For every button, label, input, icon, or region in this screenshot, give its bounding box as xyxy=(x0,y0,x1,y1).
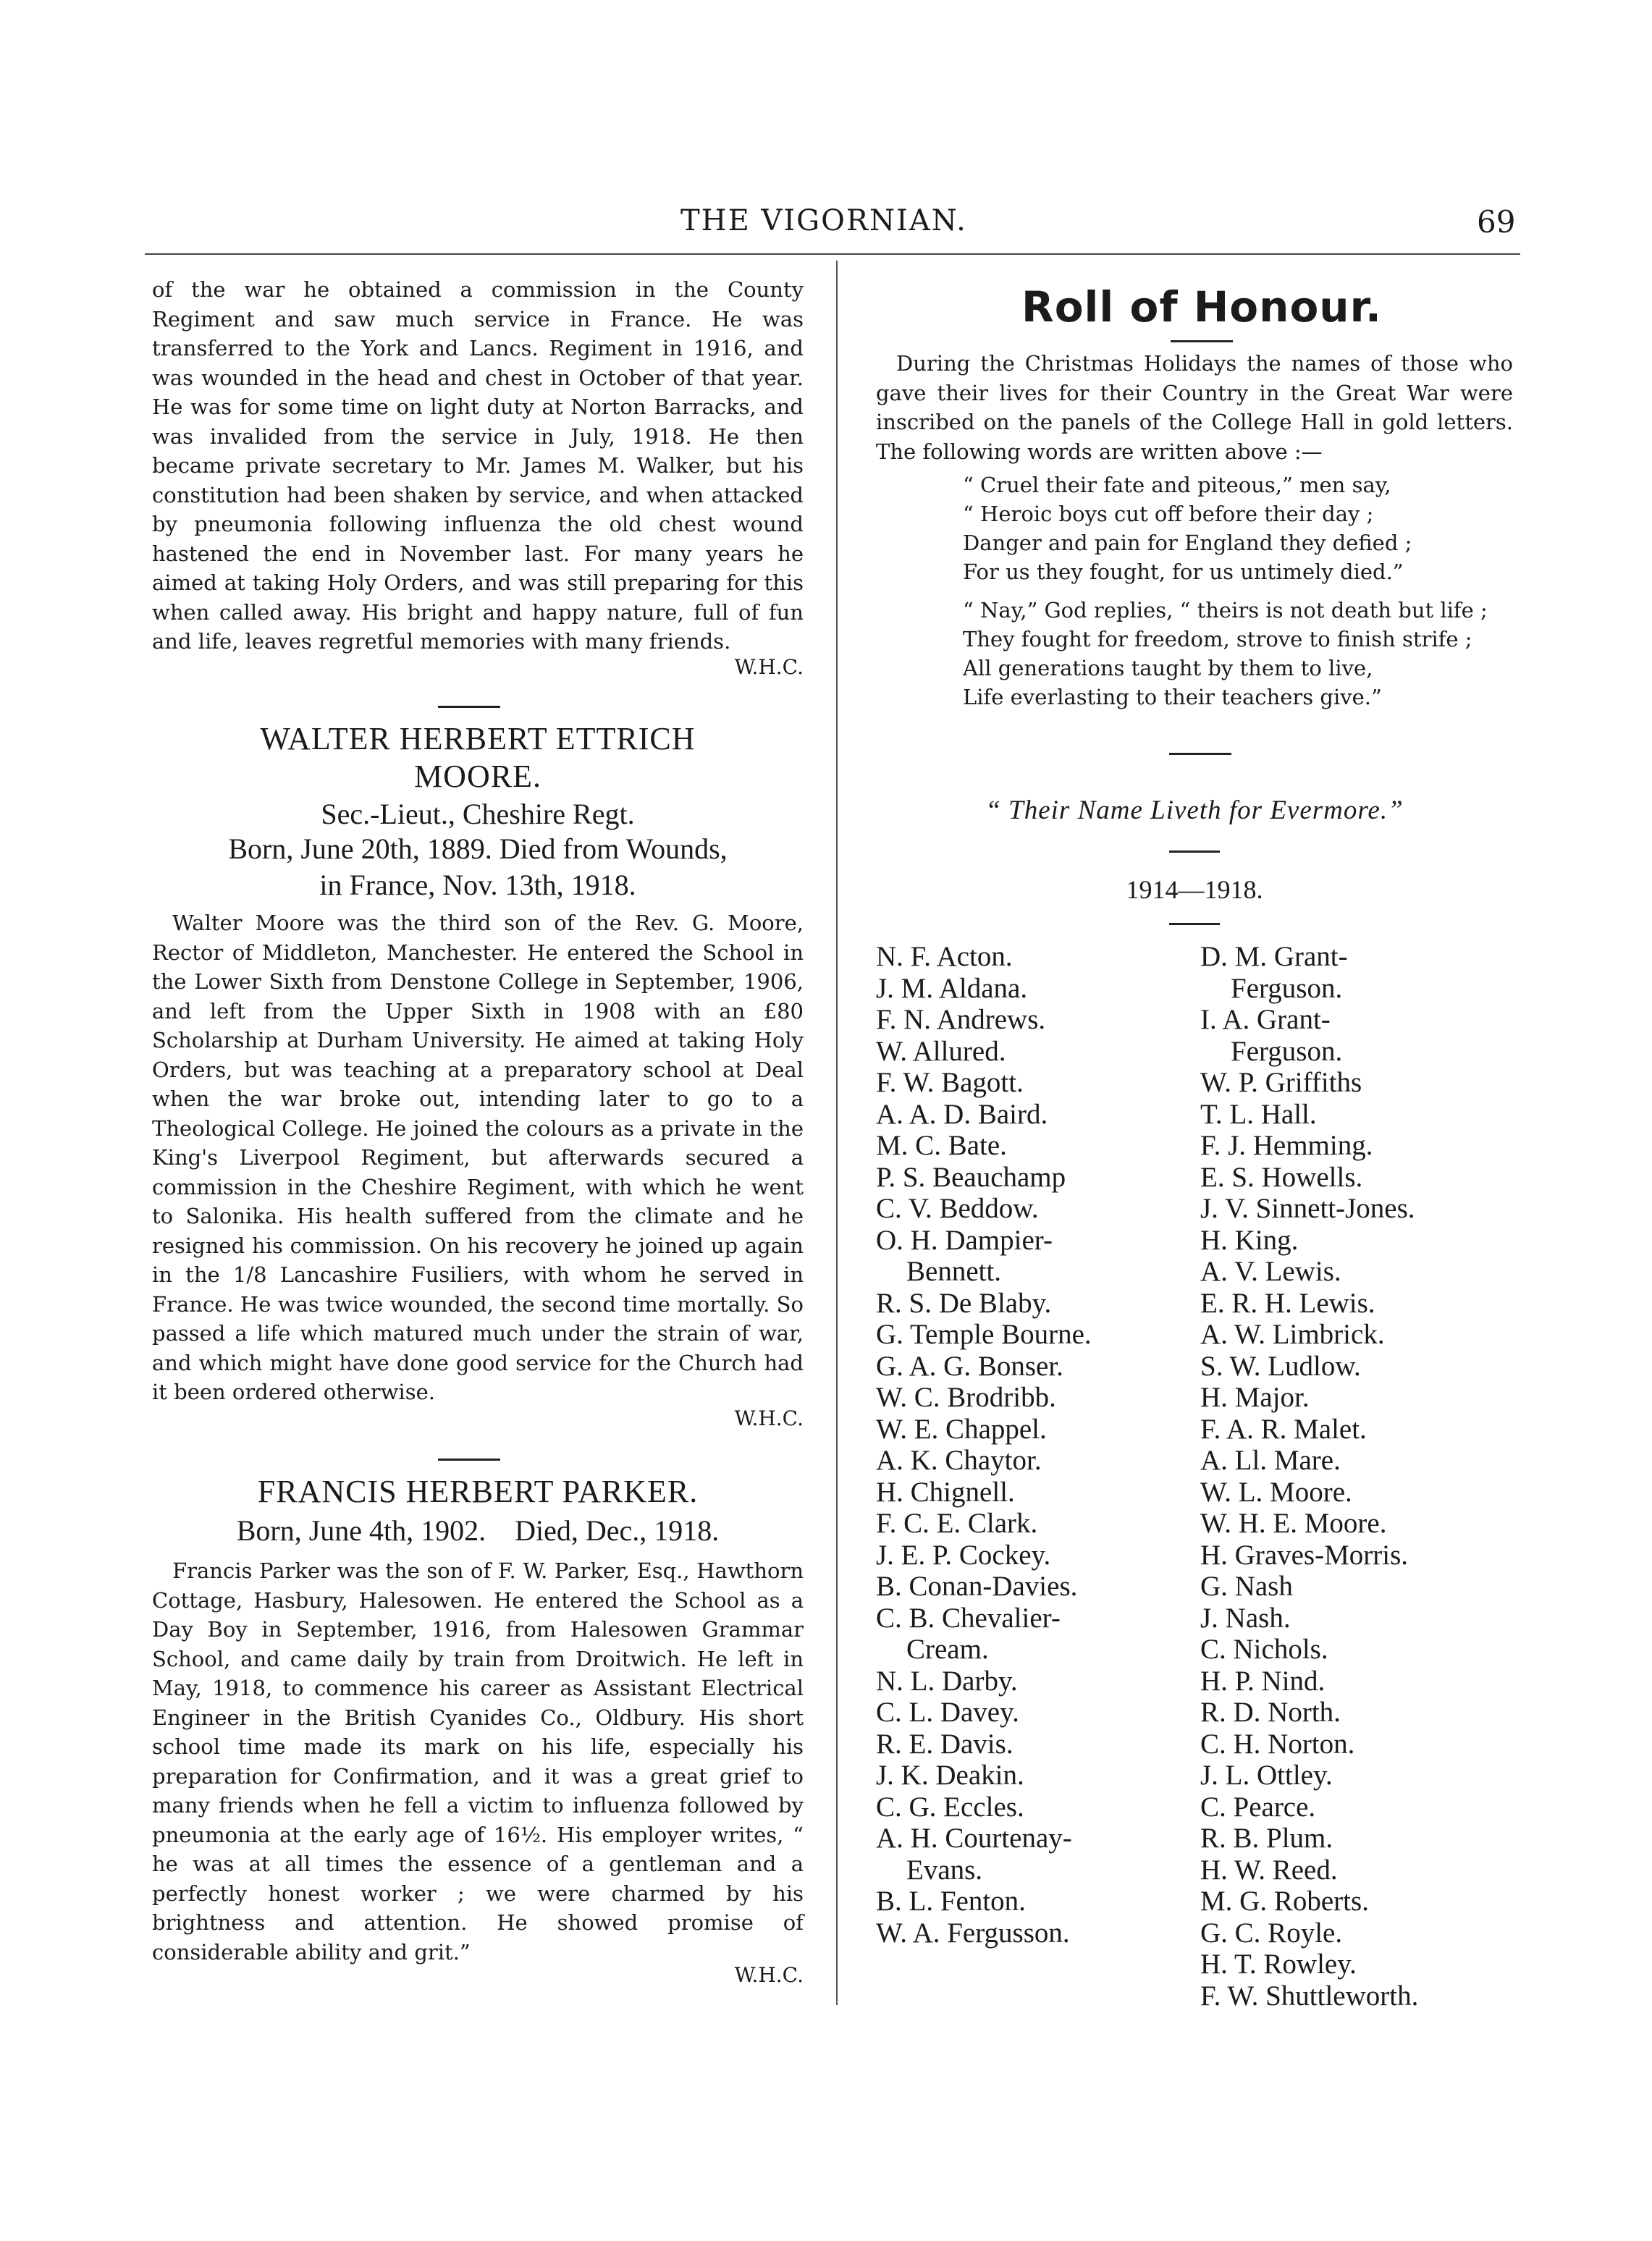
roll-name: F. W. Bagott. xyxy=(876,1067,1024,1098)
roll-name: F. N. Andrews. xyxy=(876,1004,1046,1035)
continued-obituary-signature: W.H.C. xyxy=(734,655,804,679)
roll-name: E. R. H. Lewis. xyxy=(1200,1287,1375,1319)
roll-name: F. J. Hemming. xyxy=(1200,1130,1373,1161)
roll-intro-text: During the Christmas Holidays the names of those who gave their lives for their Country in the Great War were inscribed on the panels of the College Hall in gold letters. The following words are written above :— xyxy=(876,351,1513,464)
roll-name: F. C. E. Clark. xyxy=(876,1508,1038,1539)
obituary-signature-moore: W.H.C. xyxy=(734,1406,804,1430)
poem-line: For us they fought, for us untimely died.” xyxy=(963,560,1404,584)
roll-name: G. A. G. Bonser. xyxy=(876,1350,1063,1382)
roll-name: Evans. xyxy=(906,1854,983,1886)
roll-name: Bennett. xyxy=(906,1256,1002,1287)
roll-name: C. V. Beddow. xyxy=(876,1193,1039,1224)
roll-name: W. E. Chappel. xyxy=(876,1413,1047,1445)
roll-name: S. W. Ludlow. xyxy=(1200,1350,1361,1382)
roll-name: Ferguson. xyxy=(1231,1035,1343,1067)
poem-stanza-1 xyxy=(963,470,1412,586)
roll-name: J. E. P. Cockey. xyxy=(876,1539,1051,1571)
roll-name: A. H. Courtenay- xyxy=(876,1823,1072,1854)
roll-name: I. A. Grant- xyxy=(1200,1004,1331,1035)
roll-name: H. T. Rowley. xyxy=(1200,1949,1357,1980)
roll-name: M. C. Bate. xyxy=(876,1130,1007,1161)
roll-name: W. H. E. Moore. xyxy=(1200,1508,1387,1539)
roll-name: R. B. Plum. xyxy=(1200,1823,1333,1854)
roll-name: N. F. Acton. xyxy=(876,941,1013,972)
poem-line: Life everlasting to their teachers give.” xyxy=(963,685,1382,709)
roll-name: Ferguson. xyxy=(1231,972,1343,1004)
roll-name: J. Nash. xyxy=(1200,1602,1291,1634)
roll-name: D. M. Grant- xyxy=(1200,941,1348,972)
roll-name: F. A. R. Malet. xyxy=(1200,1413,1367,1445)
names-list-left xyxy=(876,941,1092,1949)
obituary-signature-parker: W.H.C. xyxy=(734,1963,804,1987)
obituary-name-moore xyxy=(152,720,804,795)
roll-name: H. P. Nind. xyxy=(1200,1665,1326,1697)
obituary-name-line: MOORE. xyxy=(414,759,541,794)
obituary-dates-line: in France, Nov. 13th, 1918. xyxy=(319,869,636,901)
roll-name: J. M. Aldana. xyxy=(876,972,1028,1004)
roll-name: W. C. Brodribb. xyxy=(876,1382,1056,1413)
roll-name: P. S. Beauchamp xyxy=(876,1161,1066,1193)
obituary-dates-moore xyxy=(152,831,804,903)
roll-name: R. D. North. xyxy=(1200,1697,1341,1728)
roll-name: J. K. Deakin. xyxy=(876,1760,1024,1791)
roll-name: H. Graves-Morris. xyxy=(1200,1539,1409,1571)
roll-name: M. G. Roberts. xyxy=(1200,1886,1369,1917)
roll-name: C. Pearce. xyxy=(1200,1791,1316,1823)
roll-name: C. B. Chevalier- xyxy=(876,1602,1061,1634)
roll-name: H. Major. xyxy=(1200,1382,1310,1413)
poem-line: “ Cruel their fate and piteous,” men say, xyxy=(963,473,1391,497)
roll-name: G. C. Royle. xyxy=(1200,1917,1343,1949)
continued-obituary-text: of the war he obtained a commission in the County Regiment and saw much service in France. He was transferred to the York and Lancs. Regiment in 1916, and was wounded in the head and chest in October of that year. He was for some time on light duty at Norton Barracks, and was invalided from the service in July, 1918. He then became private secretary to Mr. James M. Walker, but his constitution had been shaken by service, and when attacked by pneumonia following influenza the old chest wound hastened the end in November last. For many years he aimed at taking Holy Orders, and was still preparing for this when called away. His bright and happy nature, full of fun and life, leaves regretful memories with many friends. xyxy=(152,277,804,654)
obituary-name-line: WALTER HERBERT ETTRICH xyxy=(260,721,696,756)
names-list-right xyxy=(1200,941,1418,2012)
roll-name: A. V. Lewis. xyxy=(1200,1256,1341,1287)
roll-name: A. W. Limbrick. xyxy=(1200,1319,1385,1350)
roll-name: H. W. Reed. xyxy=(1200,1854,1338,1886)
running-title: THE VIGORNIAN. xyxy=(680,204,967,237)
poem-line: They fought for freedom, strove to finish strife ; xyxy=(963,627,1472,651)
roll-name: G. Nash xyxy=(1200,1571,1293,1602)
roll-name: R. E. Davis. xyxy=(876,1728,1013,1760)
poem-line: “ Heroic boys cut off before their day ; xyxy=(963,502,1374,526)
header-rule xyxy=(145,253,1520,255)
roll-of-honour-title: Roll of Honour. xyxy=(1021,282,1382,332)
memorial-motto: “ Their Name Liveth for Evermore.” xyxy=(985,795,1404,825)
roll-name: E. S. Howells. xyxy=(1200,1161,1363,1193)
roll-name: H. Chignell. xyxy=(876,1476,1015,1508)
section-divider xyxy=(438,1459,500,1461)
roll-name: C. H. Norton. xyxy=(1200,1728,1355,1760)
roll-name: H. King. xyxy=(1200,1224,1299,1256)
roll-name: J. V. Sinnett-Jones. xyxy=(1200,1193,1415,1224)
war-years: 1914—1918. xyxy=(1126,875,1263,904)
roll-name: W. P. Griffiths xyxy=(1200,1067,1362,1098)
roll-name: C. Nichols. xyxy=(1200,1634,1328,1665)
roll-name: N. L. Darby. xyxy=(876,1665,1018,1697)
obituary-name-parker: FRANCIS HERBERT PARKER. xyxy=(257,1474,699,1509)
section-divider xyxy=(1169,753,1231,755)
obituary-text-moore: Walter Moore was the third son of the Rev. G. Moore, Rector of Middleton, Manchester. He entered the School in the Lower Sixth from Denstone College in September, 1906, and left from the Upper Sixth in 1908 with an £80 Scholarship at Durham University. He aimed at taking Holy Orders, but was teaching at a preparatory school at Deal when the war broke out, intending later to go to a Theological College. He joined the colours as a private in the King's Liverpool Regiment, but afterwards secured a commission in the Cheshire Regiment, with which he went to Salonika. His health suffered from the climate and he resigned his commission. On his recovery he joined up again in the 1/8 Lancashire Fusiliers, with whom he served in France. He was twice wounded, the second time mortally. So passed a life which matured much under the strain of war, and which might have done good service for the Church had it been ordered otherwise. xyxy=(152,911,804,1404)
column-divider xyxy=(836,261,838,2005)
roll-name: A. Ll. Mare. xyxy=(1200,1445,1341,1476)
obituary-dates-parker: Born, June 4th, 1902. Died, Dec., 1918. xyxy=(236,1514,720,1547)
roll-name: A. A. D. Baird. xyxy=(876,1098,1048,1130)
title-rule xyxy=(1171,340,1233,342)
roll-name: W. Allured. xyxy=(876,1035,1006,1067)
roll-name: G. Temple Bourne. xyxy=(876,1319,1092,1350)
roll-name: B. Conan-Davies. xyxy=(876,1571,1078,1602)
poem-stanza-2 xyxy=(963,596,1488,712)
roll-name: W. L. Moore. xyxy=(1200,1476,1352,1508)
roll-name: Cream. xyxy=(906,1634,989,1665)
roll-name: J. L. Ottley. xyxy=(1200,1760,1333,1791)
roll-name: C. L. Davey. xyxy=(876,1697,1019,1728)
roll-name: B. L. Fenton. xyxy=(876,1886,1026,1917)
obituary-dates-line: Born, June 20th, 1889. Died from Wounds, xyxy=(228,832,728,865)
roll-name: A. K. Chaytor. xyxy=(876,1445,1042,1476)
roll-name: C. G. Eccles. xyxy=(876,1791,1024,1823)
page-number: 69 xyxy=(1477,204,1516,240)
roll-name: O. H. Dampier- xyxy=(876,1224,1053,1256)
section-divider xyxy=(1169,923,1220,925)
roll-name: T. L. Hall. xyxy=(1200,1098,1317,1130)
obituary-rank-moore: Sec.-Lieut., Cheshire Regt. xyxy=(321,798,635,830)
poem-line: “ Nay,” God replies, “ theirs is not death but life ; xyxy=(963,598,1488,622)
poem-line: Danger and pain for England they defied ; xyxy=(963,531,1412,555)
roll-name: F. W. Shuttleworth. xyxy=(1200,1980,1419,2012)
section-divider xyxy=(1169,851,1220,853)
obituary-text-parker: Francis Parker was the son of F. W. Parker, Esq., Hawthorn Cottage, Hasbury, Halesowen. He entered the School as a Day Boy in September, 1916, from Halesowen Grammar School, and came daily by train from Droitwich. He left in May, 1918, to commence his career as Assistant Electrical Engineer in the British Cyanides Co., Oldbury. His short school time made its mark on his life, especially his preparation for Confirmation, and it was a great grief to many friends when he fell a victim to influenza followed by pneumonia at the early age of 16½. His employer writes, “ he was at all times the essence of a gentleman and a perfectly honest worker ; we were charmed by his brightness and attention. He showed promise of considerable ability and grit.” xyxy=(152,1558,804,1964)
section-divider xyxy=(438,706,500,708)
poem-line: All generations taught by them to live, xyxy=(963,656,1373,680)
roll-name: W. A. Fergusson. xyxy=(876,1917,1070,1949)
roll-name: R. S. De Blaby. xyxy=(876,1287,1052,1319)
